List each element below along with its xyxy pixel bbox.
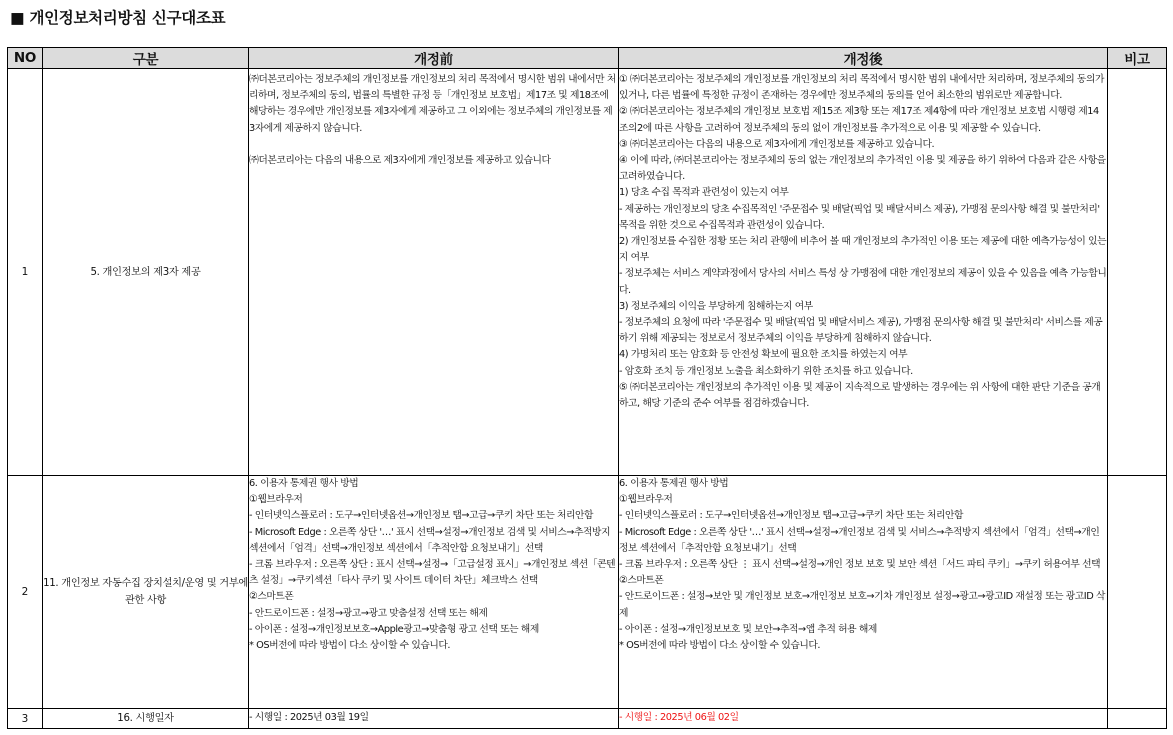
header-no: NO (8, 48, 43, 69)
table-row (8, 69, 1167, 476)
before-text (249, 709, 619, 729)
text-line: - 정보주체의 요청에 따라 '주문접수 및 배달(픽업 및 배달서비스 제공), 가맹점 문의사항 해결 및 불만처리' 서비스를 제공하기 위해 제공되는 정보로서 정보주체의 이익을 부당하게 침해하지 않습니다. (619, 317, 1103, 345)
text-line: - 아이폰 : 설정→개인정보보호 및 보안→추적→앱 추적 허용 해제 (619, 623, 877, 635)
text-line: 6. 이용자 통제권 행사 방법 (249, 478, 359, 489)
text-line: ㈜더본코리아는 다음의 내용으로 제3자에게 개인정보를 제공하고 있습니다 (249, 154, 551, 166)
table-row (8, 476, 1167, 709)
text-line: ① ㈜더본코리아는 정보주체의 개인정보를 개인정보의 처리 목적에서 명시한 범위 내에서만 처리하며, 정보주체의 동의가 있거나, 다른 법률에 특정한 규정이 존재하는 경우에만 정보주체의 동의를 얻어 최소한의 범위로만 제공합니다. (619, 74, 1107, 102)
remark-cell (1108, 476, 1167, 709)
header-category: 구분 (43, 48, 249, 69)
text-line: - 인터넷익스플로러 : 도구→인터넷옵션→개인정보 탭→고급→쿠키 차단 또는 처리안함 (249, 510, 594, 522)
row-number: 2 (8, 476, 43, 709)
text-line: ③ ㈜더본코리아는 다음의 내용으로 제3자에게 개인정보를 제공하고 있습니다. (619, 138, 935, 150)
text-line: 4) 가명처리 또는 암호화 등 안전성 확보에 필요한 조치를 하였는지 여부 (619, 349, 908, 361)
text-line: - 시행일 : 2025년 03월 19일 (249, 712, 369, 724)
text-line: - 크롬 브라우저 : 오른쪽 상단 : 표시 선택→설정→「고급설정 표시」→개인정보 섹션「콘텐츠 설정」→쿠키섹션「타사 쿠키 및 사이트 데이터 차단」체크박스 선택 (249, 559, 616, 587)
text-line: - 안드로이드폰 : 설정→광고→광고 맞춤설정 선택 또는 해제 (249, 607, 488, 619)
header-before: 개정前 (249, 48, 619, 69)
text-line: - Microsoft Edge : 오른쪽 상단 '…' 표시 선택→설정→개인정보 검색 및 서비스→추적방지 섹션에서「엄격」선택→개인정보 섹션에서「추적안함 요청보내기」선택 (619, 526, 1100, 554)
after-text (619, 709, 1108, 729)
text-line: ①웹브라우저 (249, 494, 303, 506)
text-line: 3) 정보주체의 이익을 부당하게 침해하는지 여부 (619, 300, 813, 312)
row-number: 1 (8, 69, 43, 476)
blank-line (249, 137, 618, 153)
text-line: 1) 당초 수집 목적과 관련성이 있는지 여부 (619, 187, 789, 199)
text-line: - 암호화 조치 등 개인정보 노출을 최소화하기 위한 조치를 하고 있습니다. (619, 365, 913, 377)
before-text (249, 69, 619, 476)
text-line: - 시행일 : 2025년 06월 02일 (619, 712, 739, 724)
after-text (619, 476, 1108, 709)
text-line: ①웹브라우저 (619, 494, 673, 506)
text-line: * OS버전에 따라 방법이 다소 상이할 수 있습니다. (619, 640, 821, 652)
row-category: 11. 개인정보 자동수집 장치설치/운영 및 거부에 관한 사항 (43, 476, 249, 709)
text-line: 2) 개인정보를 수집한 정황 또는 처리 관행에 비추어 볼 때 개인정보의 추가적인 이용 또는 제공에 대한 예측가능성이 있는지 여부 (619, 236, 1107, 264)
text-line: 6. 이용자 통제권 행사 방법 (619, 478, 729, 489)
table-row (8, 709, 1167, 729)
text-line: ⑤ ㈜더본코리아는 개인정보의 추가적인 이용 및 제공이 지속적으로 발생하는 경우에는 위 사항에 대한 판단 기준을 공개하고, 해당 기준의 준수 여부를 점검하겠습니다. (619, 381, 1101, 410)
comparison-table (7, 47, 1167, 729)
before-text (249, 476, 619, 709)
text-line: ②스마트폰 (619, 575, 664, 587)
after-text (619, 69, 1108, 476)
text-line: ② ㈜더본코리아는 정보주체의 개인정보 보호법 제15조 제3항 또는 제17조 제4항에 따라 개인정보 보호법 시행령 제14조의2에 따른 사항을 고려하여 정보주체의 동의 없이 개인정보를 추가적으로 이용 및 제공할 수 있습니다. (619, 106, 1099, 134)
text-line: - 제공하는 개인정보의 당초 수집목적인 '주문접수 및 배달(픽업 및 배달서비스 제공), 가맹점 문의사항 해결 및 불만처리' 목적을 위한 것으로 수집목적과 관련성이 있습니다. (619, 203, 1103, 231)
text-line: ㈜더본코리아는 정보주체의 개인정보를 개인정보의 처리 목적에서 명시한 범위 내에서만 처리하며, 정보주체의 동의, 법률의 특별한 규정 등「개인정보 보호법」제17조 및 제18조에 해당하는 경우에만 개인정보를 제3자에게 제공하고 그 이외에는 정보주체의 개인정보를 제3자에게 제공하지 않습니다. (249, 74, 616, 134)
text-line: - 크롬 브라우저 : 오른쪽 상단 ⋮ 표시 선택→설정→개인 정보 보호 및 보안 섹션「서드 파티 쿠키」→쿠키 허용여부 선택 (619, 559, 1101, 571)
text-line: ④ 이에 따라, ㈜더본코리아는 정보주체의 동의 없는 개인정보의 추가적인 이용 및 제공을 하기 위하여 다음과 같은 사항을 고려하였습니다. (619, 155, 1109, 183)
text-line: - 정보주체는 서비스 계약과정에서 당사의 서비스 특성 상 가맹점에 대한 개인정보의 제공이 있을 수 있음을 예측 가능합니다. (619, 268, 1107, 296)
row-number: 3 (8, 709, 43, 729)
text-line: - 안드로이드폰 : 설정→보안 및 개인정보 보호→개인정보 보호→기차 개인정보 설정→광고→광고ID 재설정 또는 광고ID 삭제 (619, 591, 1106, 619)
text-line: ②스마트폰 (249, 591, 294, 603)
header-after: 개정後 (619, 48, 1108, 69)
text-line: - 아이폰 : 설정→개인정보보호→Apple광고→맞춤형 광고 선택 또는 해제 (249, 623, 539, 635)
text-line: - 인터넷익스플로러 : 도구→인터넷옵션→개인정보 탭→고급→쿠키 차단 또는 처리안함 (619, 510, 964, 522)
row-category: 16. 시행일자 (43, 709, 249, 729)
remark-cell (1108, 709, 1167, 729)
page-title: ■ 개인정보처리방침 신구대조표 (10, 9, 226, 27)
header-remark: 비고 (1108, 48, 1167, 69)
row-category: 5. 개인정보의 제3자 제공 (43, 69, 249, 476)
text-line: - Microsoft Edge : 오른쪽 상단 '…' 표시 선택→설정→개인정보 검색 및 서비스→추적방지 섹션에서「엄격」선택→개인정보 섹션에서「추적안함 요청보내기」선택 (249, 526, 613, 554)
table-header-row (8, 48, 1167, 69)
text-line: * OS버전에 따라 방법이 다소 상이할 수 있습니다. (249, 640, 451, 652)
remark-cell (1108, 69, 1167, 476)
